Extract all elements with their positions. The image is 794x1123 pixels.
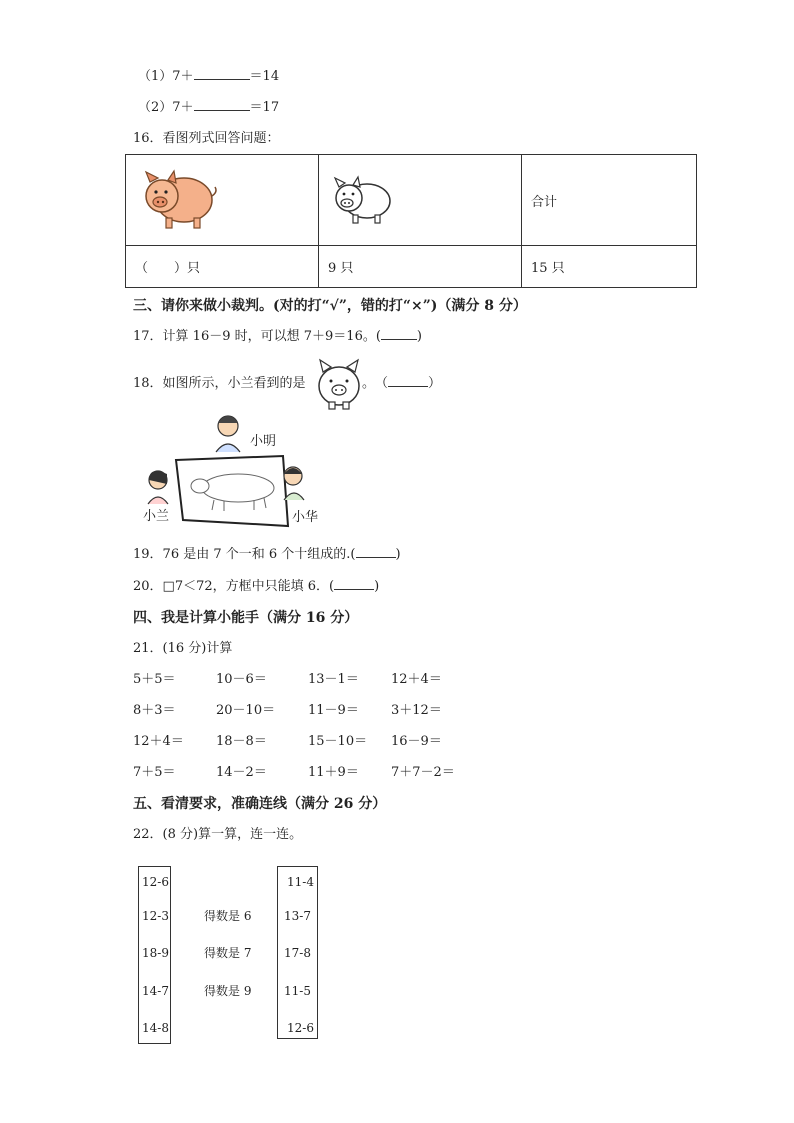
q18-close: ）	[428, 376, 442, 391]
calc-item: 5＋5＝	[133, 672, 176, 687]
q17-close: )	[416, 329, 422, 344]
left-expression[interactable]: 14-7	[142, 984, 169, 998]
table-cell-orange-count[interactable]: （ ）只	[126, 246, 319, 288]
calc-item: 10－6＝	[216, 672, 267, 687]
table-cell-orange-pigs	[126, 155, 319, 246]
q22-text: 22．(8 分)算一算，连一连。	[133, 827, 303, 842]
calc-item: 16－9＝	[391, 734, 442, 749]
calc-item: 11－9＝	[308, 703, 359, 718]
q17	[133, 330, 422, 343]
right-expression[interactable]: 11-4	[287, 875, 314, 889]
calc-item: 15－10＝	[308, 734, 368, 749]
q15-part2-prefix: （2）7＋	[138, 100, 194, 115]
answer-blank[interactable]	[334, 589, 374, 590]
section-4-heading: 四、我是计算小能手（满分 16 分）	[133, 610, 359, 626]
q15-part2-suffix: ＝17	[249, 100, 280, 115]
answer-blank[interactable]	[388, 386, 428, 387]
left-expression[interactable]: 18-9	[142, 946, 169, 960]
q18-text: 18．如图所示，小兰看到的是	[133, 376, 306, 391]
answer-blank[interactable]	[194, 110, 250, 111]
q19	[133, 548, 401, 561]
q19-close: )	[395, 547, 401, 562]
right-expression[interactable]: 13-7	[284, 909, 311, 923]
section-3-heading: 三、请你来做小裁判。(对的打“√”，错的打“×”)（满分 8 分）	[133, 298, 527, 314]
calc-item: 8＋3＝	[133, 703, 176, 718]
q18	[133, 377, 306, 390]
calc-item: 3＋12＝	[391, 703, 442, 718]
label-xiaolan: 小兰	[143, 509, 170, 524]
result-label[interactable]: 得数是 6	[204, 909, 252, 923]
calc-item: 7＋5＝	[133, 765, 176, 780]
q15-part1	[138, 70, 279, 83]
pig-table	[125, 154, 697, 288]
q19-text: 19．76 是由 7 个一和 6 个十组成的.(	[133, 547, 356, 562]
q20-close: )	[374, 579, 380, 594]
q18-answer	[362, 377, 441, 390]
calc-item: 12＋4＝	[391, 672, 442, 687]
q20	[133, 580, 379, 593]
q15-part1-suffix: ＝14	[249, 69, 280, 84]
answer-blank[interactable]	[381, 339, 417, 340]
table-cell-white-count: 9 只	[319, 246, 522, 288]
answer-blank[interactable]	[194, 79, 250, 80]
right-expression[interactable]: 11-5	[284, 984, 311, 998]
calc-item: 13－1＝	[308, 672, 359, 687]
table-cell-total-label: 合计	[522, 155, 697, 246]
calc-item: 12＋4＝	[133, 734, 184, 749]
calc-item: 11＋9＝	[308, 765, 359, 780]
calc-item: 20－10＝	[216, 703, 276, 718]
label-xiaoming: 小明	[250, 434, 277, 449]
q17-text: 17．计算 16－9 时，可以想 7＋9＝16。(	[133, 329, 381, 344]
q20-text: 20．□7＜72，方框中只能填 6．(	[133, 579, 335, 594]
right-expression[interactable]: 17-8	[284, 946, 311, 960]
table-cell-white-pigs	[319, 155, 522, 246]
q18-open: 。 （	[362, 376, 389, 391]
pig-back-icon	[315, 356, 363, 412]
q15-part2	[138, 101, 279, 114]
orange-pig-icon	[138, 166, 218, 234]
answer-blank[interactable]	[356, 557, 396, 558]
result-label[interactable]: 得数是 7	[204, 946, 252, 960]
white-pig-icon	[329, 173, 393, 227]
q15-part1-prefix: （1）7＋	[138, 69, 194, 84]
result-label[interactable]: 得数是 9	[204, 984, 252, 998]
calc-item: 14－2＝	[216, 765, 267, 780]
q16-text: 16．看图列式回答问题：	[133, 131, 280, 146]
calc-item: 7＋7－2＝	[391, 765, 455, 780]
section-5-heading: 五、看清要求，准确连线（满分 26 分）	[133, 796, 387, 812]
left-expression[interactable]: 12-3	[142, 909, 169, 923]
right-expression[interactable]: 12-6	[287, 1021, 314, 1035]
label-xiaohua: 小华	[292, 510, 319, 525]
table-cell-total-count: 15 只	[522, 246, 697, 288]
left-expression[interactable]: 12-6	[142, 875, 169, 889]
left-expression[interactable]: 14-8	[142, 1021, 169, 1035]
calc-item: 18－8＝	[216, 734, 267, 749]
q21-text: 21．(16 分)计算	[133, 641, 233, 656]
